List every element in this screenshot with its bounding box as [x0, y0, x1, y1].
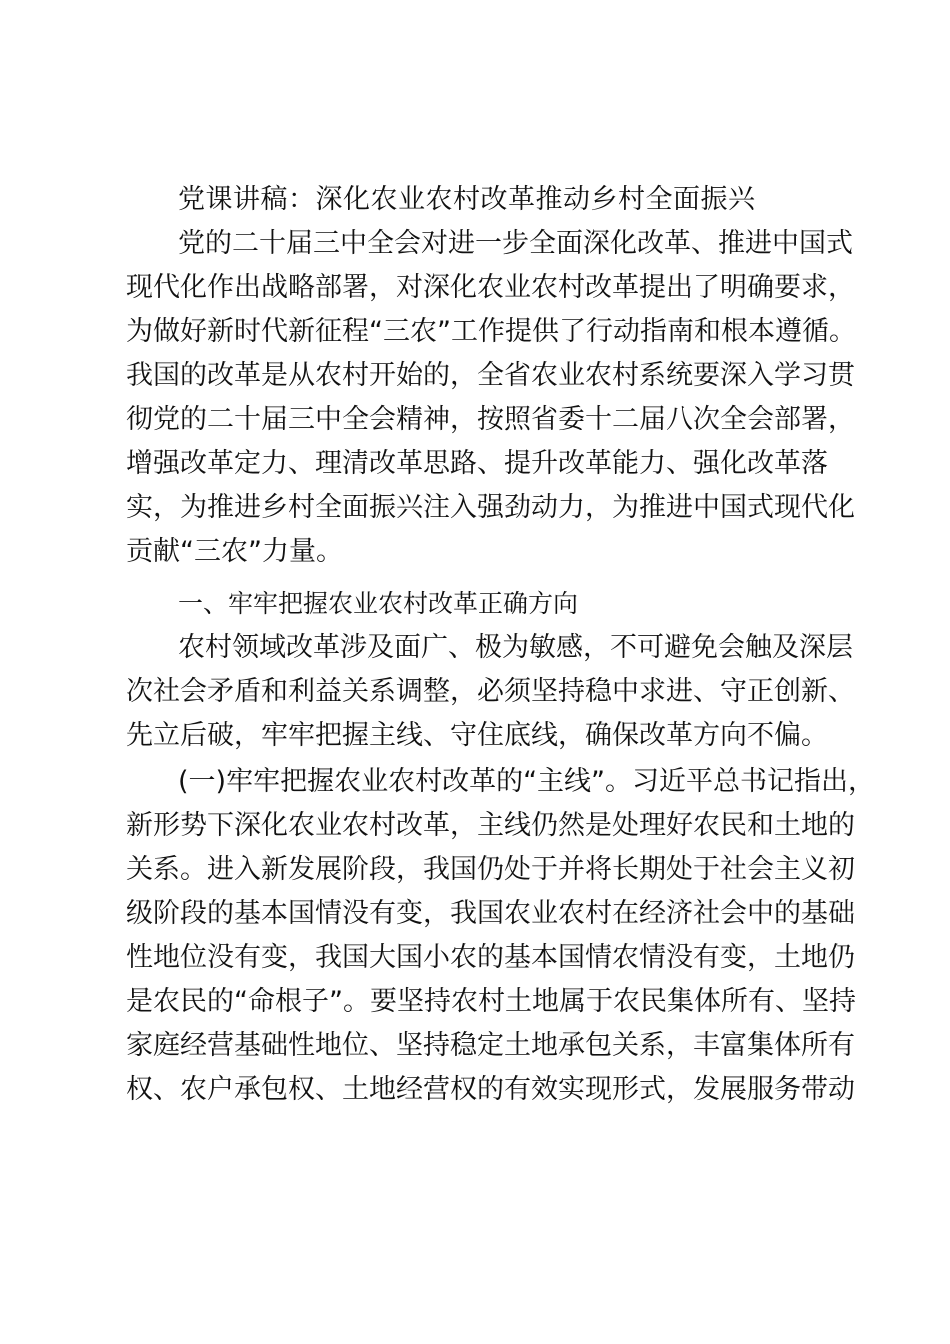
- paragraph-line: 现代化作出战略部署，对深化农业农村改革提出了明确要求，: [126, 272, 855, 303]
- paragraph-line: 我国的改革是从农村开始的，全省农业农村系统要深入学习贯: [126, 360, 855, 391]
- paragraph-line: 家庭经营基础性地位、坚持稳定土地承包关系，丰富集体所有: [126, 1030, 855, 1061]
- paragraph-line: (一)牢牢把握农业农村改革的“主线”。习近平总书记指出，: [178, 766, 876, 797]
- paragraph-line: 彻党的二十届三中全会精神，按照省委十二届八次全会部署，: [126, 404, 855, 435]
- paragraph-line: 新形势下深化农业农村改革，主线仍然是处理好农民和土地的: [126, 810, 855, 841]
- paragraph-line: 党的二十届三中全会对进一步全面深化改革、推进中国式: [178, 228, 853, 259]
- paragraph-line: 权、农户承包权、土地经营权的有效实现形式，发展服务带动: [126, 1074, 855, 1105]
- paragraph-line: 实，为推进乡村全面振兴注入强劲动力，为推进中国式现代化: [126, 492, 855, 523]
- paragraph-line: 贡献“三农”力量。: [126, 536, 343, 567]
- paragraph-line: 级阶段的基本国情没有变，我国农业农村在经济社会中的基础: [126, 898, 855, 929]
- paragraph-line: 性地位没有变，我国大国小农的基本国情农情没有变，土地仍: [126, 942, 855, 973]
- paragraph-line: 先立后破，牢牢把握主线、守住底线，确保改革方向不偏。: [126, 720, 828, 751]
- paragraph-line: 为做好新时代新征程“三农”工作提供了行动指南和根本遵循。: [126, 316, 856, 347]
- paragraph-line: 是农民的“命根子”。要坚持农村土地属于农民集体所有、坚持: [126, 986, 856, 1017]
- section-heading: 一、牢牢把握农业农村改革正确方向: [178, 589, 579, 618]
- paragraph-line: 农村领域改革涉及面广、极为敏感，不可避免会触及深层: [178, 632, 853, 663]
- paragraph-line: 关系。进入新发展阶段，我国仍处于并将长期处于社会主义初: [126, 854, 855, 885]
- document-title: 党课讲稿：深化农业农村改革推动乡村全面振兴: [178, 184, 756, 215]
- paragraph-line: 次社会矛盾和利益关系调整，必须坚持稳中求进、守正创新、: [126, 676, 855, 707]
- paragraph-line: 增强改革定力、理清改革思路、提升改革能力、强化改革落: [126, 448, 828, 479]
